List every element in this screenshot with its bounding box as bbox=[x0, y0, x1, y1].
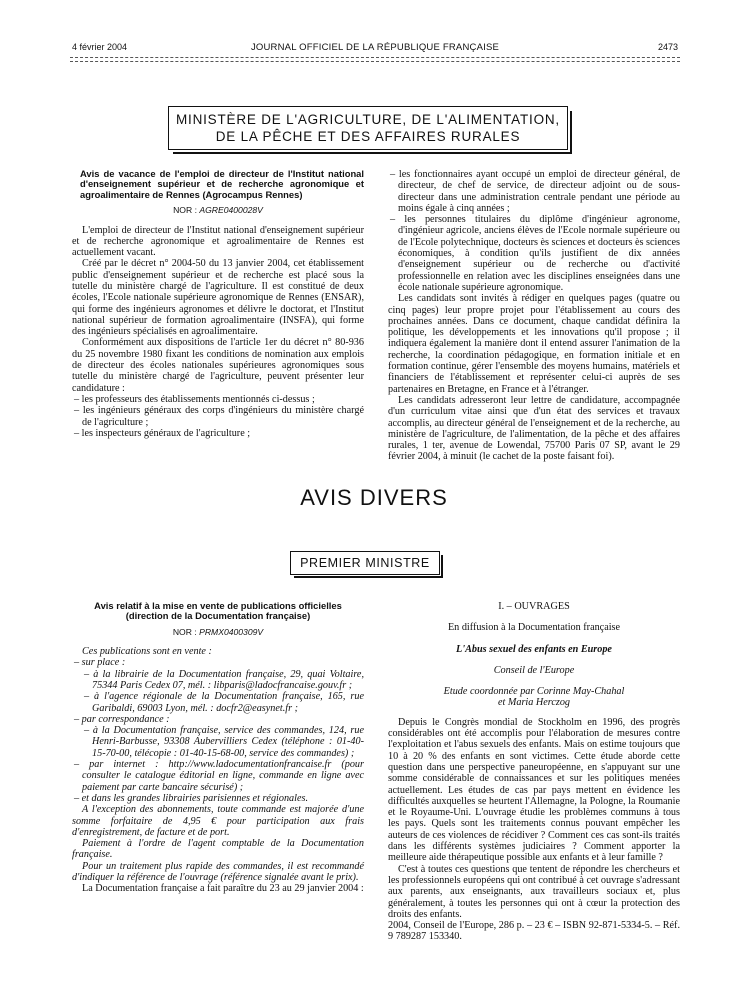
notice-1-para-5: Les candidats adresseront leur lettre de candidature, accompagnée d'un curriculum vitae ainsi que d'un état des services et travaux accomplis, au directeur général de l'enseignement et de la recherche, au ministère de l'agriculture, de l'alimentation, de la pêche et des affaires rurales, 1 ter, avenue de Lowendal, 75700 Paris 07 SP, avant le 29 février 2004, à minuit (le cachet de la poste faisant foi). bbox=[388, 394, 680, 463]
nor-label: NOR : bbox=[173, 205, 197, 216]
notice-1-para-3: Conformément aux dispositions de l'article 1er du décret n° 80-936 du 25 novembre 1980 fixant les conditions de nomination aux emplois de directeur des écoles nationales supérieures agronomiques sous tutelle du ministère chargé de l'agriculture, peuvent présenter leur candidature : bbox=[72, 337, 364, 394]
nor-code: AGRE0400028V bbox=[199, 205, 263, 216]
notice-2-nor bbox=[72, 627, 364, 638]
notice-2-left-column bbox=[72, 601, 364, 895]
notice-1-para-4: Les candidats sont invités à rédiger en quelques pages (quatre ou cinq pages) leur propre projet pour l'établissement au cours des prochaines années. Dans ce document, chaque candidat définira la politique, les développements et les innovations qu'il propose ; il indiquera également la manière dont il entend assurer l'animation de la recherche, la coordination pédagogique, en formation initiale et en formation continue, gérer l'ensemble des moyens humains, matériels et financiers de l'établissement et représenter celui-ci auprès de ses partenaires en Bretagne, en France et à l'étranger. bbox=[388, 293, 680, 395]
notice-1-para-1: L'emploi de directeur de l'Institut national d'enseignement supérieur et de recherche agronomique et agroalimentaire de Rennes est actuellement vacant. bbox=[72, 224, 364, 259]
notice-1-left-column bbox=[72, 169, 364, 439]
notice-2-title-line-2: (direction de la Documentation française) bbox=[125, 610, 311, 622]
nor-code: PRMX0400309V bbox=[199, 626, 264, 637]
list-item: – les ingénieurs généraux des corps d'ingénieurs du ministère chargé de l'agriculture ; bbox=[74, 405, 364, 428]
list-item: – les fonctionnaires ayant occupé un emploi de directeur général, de directeur, de chef de service, de directeur adjoint ou de sous-directeur dans une administration centrale pendant une période au moins égale à cinq années ; bbox=[390, 169, 680, 214]
list-item: – et dans les grandes librairies parisiennes et régionales. bbox=[74, 792, 309, 804]
notice-1-right-column bbox=[388, 169, 680, 463]
book-title: L'Abus sexuel des enfants en Europe bbox=[456, 643, 612, 655]
ministry-box bbox=[168, 106, 568, 150]
notice-2-right-column bbox=[388, 601, 680, 943]
header-page-number: 2473 bbox=[657, 42, 678, 52]
list-item: – à la librairie de la Documentation française, 29, quai Voltaire, 75344 Paris Cedex 07, mél. : libparis@ladocfrancaise.gouv.fr ; bbox=[84, 668, 364, 691]
notice-2-para-3: Pour un traitement plus rapide des commandes, il est recommandé d'indiquer la référence de l'ouvrage (référence signalée avant le prix). bbox=[72, 860, 364, 884]
notice-2-para-1: A l'exception des abonnements, toute commande est majorée d'une somme forfaitaire de 4,95 € pour participation aux frais d'enregistrement, de facture et de port. bbox=[72, 804, 364, 838]
header-rule bbox=[70, 57, 680, 58]
book-authors-line-1: Etude coordonnée par Corinne May-Chahal bbox=[443, 686, 625, 698]
box-shadow bbox=[294, 555, 443, 578]
notice-2-body bbox=[72, 646, 364, 883]
nor-label: NOR : bbox=[172, 626, 197, 637]
header-rule-2 bbox=[70, 61, 680, 62]
list-item: – à la Documentation française, service des commandes, 124, rue Henri-Barbusse, 93308 Aubervilliers Cedex (téléphone : 01-40-15-70-00, télécopie : 01-40-15-68-00, service des commandes) ; bbox=[84, 725, 364, 759]
book-description-1: Depuis le Congrès mondial de Stockholm en 1996, des progrès considérables ont été accomplis pour l'élaboration de mesures contre l'exploitation et l'abus sexuels des enfants. Mais on estime toujours que 10 à 20 % des enfants en sont victimes. Cette étude aborde cette question dans une perspective paneuropéenne, en s'appuyant sur une somme considérable de connaissances et sur les politiques menées actuellement. Les études de cas par pays mettent en évidence les difficultés auxquelles se heurtent l'Allemagne, la Pologne, la Roumanie et le Royaume-Uni. L'ouvrage étudie les problèmes communs à tous les pays. Quels sont les traitements connus pouvant empêcher les auteurs de ces violences de récidiver ? Comment ces cas sont-ils traités dans les différents systèmes judiciaires ? Comment apporter la meilleure aide thérapeutique possible aux enfants et à leur famille ? bbox=[388, 716, 680, 864]
notice-1-title: Avis de vacance de l'emploi de directeur de l'Institut national d'enseignement supérieur et de recherche agronomique et agroalimentaire de Rennes (Agrocampus Rennes) bbox=[80, 168, 364, 200]
notice-1-para-2: Créé par le décret n° 2004-50 du 13 janvier 2004, cet établissement public d'enseignement supérieur et de recherche est placé sous la tutelle du ministère chargé de l'agriculture. Il est constitué de deux écoles, l'Ecole nationale supérieure agronomique de Rennes (ENSAR), qui forme des ingénieurs agronomes et délivre le doctorat, et l'Institut national supérieur de formation agroalimentaire (INSFA), qui forme des ingénieurs spécialisés en agroalimentaire. bbox=[72, 258, 364, 338]
notice-2-title bbox=[72, 601, 364, 622]
section-heading-avis-divers: AVIS DIVERS bbox=[300, 485, 448, 510]
premier-ministre-label: PREMIER MINISTRE bbox=[300, 556, 430, 570]
notice-2-intro: Ces publications sont en vente : bbox=[82, 646, 212, 658]
notice-2-para-2: Paiement à l'ordre de l'agent comptable de la Documentation française. bbox=[72, 838, 364, 861]
notice-2-para-4: La Documentation française a fait paraître du 23 au 29 janvier 2004 : bbox=[82, 883, 364, 895]
list-item: – par correspondance : bbox=[74, 713, 170, 725]
section-ouvrages: I. – OUVRAGES bbox=[498, 601, 570, 612]
list-item: – les personnes titulaires du diplôme d'ingénieur agronome, d'ingénieur agricole, anciens élèves de l'Ecole normale supérieure ou de l'Ecole polytechnique, docteurs ès sciences et docteurs ès sciences économiques, à condition qu'ils justifient de dix années d'enseignement supérieur ou de recherche ou d'activité professionnelle en relation avec les disciplines enseignées dans une école nationale supérieure agronomique. bbox=[390, 214, 680, 293]
book-reference: 2004, Conseil de l'Europe, 286 p. – 23 € – ISBN 92-871-5334-5. – Réf. 9 789287 153340. bbox=[388, 920, 680, 943]
header-journal-title: JOURNAL OFFICIEL DE LA RÉPUBLIQUE FRANÇAISE bbox=[250, 42, 500, 53]
book-authors-line-2: et Maria Herczog bbox=[497, 697, 571, 709]
page-header bbox=[72, 42, 678, 56]
ministry-line-2: DE LA PÊCHE ET DES AFFAIRES RURALES bbox=[215, 129, 521, 144]
header-date: 4 février 2004 bbox=[72, 42, 128, 52]
book-description-2: C'est à toutes ces questions que tentent de répondre les chercheurs et les professionnels européens qui ont contribué à cet ouvrage s'adressant aux parents, aux enseignants, aux travailleurs sociaux et, plus généralement, à toutes les personnes qui ont à cœur la protection des droits des enfants. bbox=[388, 863, 680, 920]
list-item: – sur place : bbox=[74, 657, 126, 669]
premier-ministre-box bbox=[290, 551, 440, 575]
list-item: – par internet : http://www.ladocumentationfrancaise.fr (pour consulter le catalogue éditorial en ligne, commande en ligne avec paiement par carte bancaire sécurisé) ; bbox=[74, 759, 364, 793]
list-item: – à l'agence régionale de la Documentation française, 165, rue Garibaldi, 69003 Lyon, mél. : docfr2@easynet.fr ; bbox=[84, 691, 364, 714]
list-item: – les professeurs des établissements mentionnés ci-dessus ; bbox=[74, 393, 315, 405]
list-item: – les inspecteurs généraux de l'agriculture ; bbox=[74, 427, 251, 439]
notice-1-nor bbox=[72, 205, 364, 216]
book-publisher: Conseil de l'Europe bbox=[493, 664, 575, 676]
notice-2-title-line-1: Avis relatif à la mise en vente de publications officielles bbox=[94, 600, 342, 611]
diffusion-line: En diffusion à la Documentation française bbox=[447, 622, 621, 634]
ministry-line-1: MINISTÈRE DE L'AGRICULTURE, DE L'ALIMENTATION, bbox=[175, 112, 560, 127]
